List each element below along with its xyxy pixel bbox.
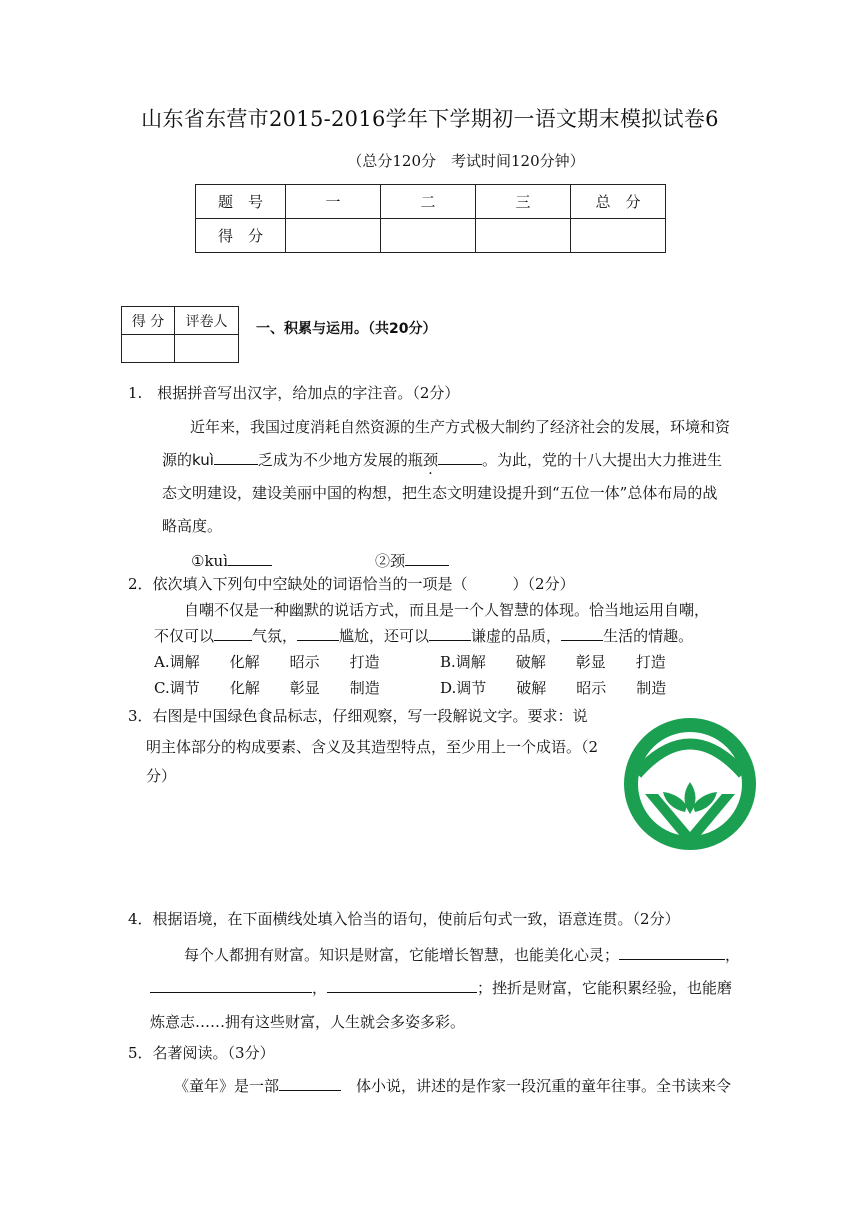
q2-blank-3[interactable] (429, 625, 471, 641)
q3-line: 分） (146, 767, 177, 785)
green-food-logo-icon (623, 708, 757, 860)
q4-line-with-blanks (150, 977, 732, 998)
q3-line: 3．右图是中国绿色食品标志，仔细观察，写一段解说文字。要求：说 (128, 707, 588, 725)
q4-text: ， (312, 979, 328, 997)
q1-text: 。为此，党的十八大提出大力推进生 (481, 451, 722, 469)
q2-text: 尴尬，还可以 (339, 627, 430, 645)
q2-text: 不仅可以 (154, 627, 215, 645)
q1-blank-2[interactable] (438, 449, 482, 465)
q4-blank-2[interactable] (150, 977, 312, 993)
answer-label: ①kuì (191, 552, 228, 570)
q1-blank-1[interactable] (214, 449, 258, 465)
q4-line: 炼意志……拥有这些财富，人生就会多姿多彩。 (150, 1013, 466, 1031)
q1-answer-1 (191, 550, 272, 570)
grader-score-label: 得 分 (122, 307, 175, 335)
q2-option-b[interactable]: B.调解 破解 彰显 打造 (440, 653, 666, 671)
answer-label: ②颈 (375, 552, 406, 570)
q5-text: 体小说，讲述的是作家一段沉重的童年往事。全书读来令 (341, 1077, 732, 1095)
q1-line: 略高度。 (162, 517, 223, 535)
score-cell[interactable] (381, 219, 476, 253)
score-header-cell: 题 号 (196, 185, 286, 219)
pinyin: kuì (192, 451, 214, 469)
q4-text: ， (725, 946, 741, 964)
q4-blank-1[interactable] (619, 944, 725, 960)
q2-text: 气氛， (252, 627, 298, 645)
score-header-cell: 一 (286, 185, 381, 219)
exam-title: 山东省东营市2015-2016学年下学期初一语文期末模拟试卷6 (141, 107, 719, 131)
q1-answer-blank[interactable] (405, 550, 449, 566)
q2-stem: 2．依次填入下列句中空缺处的词语恰当的一项是（ ）（2分） (128, 575, 575, 593)
grader-name-cell[interactable] (175, 335, 239, 363)
q5-stem: 5．名著阅读。（3分） (128, 1044, 275, 1062)
score-header-cell: 总 分 (571, 185, 666, 219)
q2-text: 生活的情趣。 (603, 627, 694, 645)
score-cell[interactable] (286, 219, 381, 253)
grader-table (121, 306, 239, 363)
score-cell[interactable] (571, 219, 666, 253)
exam-subtitle: （总分120分 考试时间120分钟） (347, 152, 585, 170)
q5-blank-1[interactable] (279, 1075, 341, 1091)
q1-answer-2 (375, 550, 449, 571)
score-table-score-row (196, 219, 666, 253)
q1-stem: 1. 根据拼音写出汉字，给加点的字注音。（2分） (128, 384, 460, 402)
section-one-heading: 一、积累与运用。（共20分） (256, 321, 437, 337)
q4-line-with-blanks (184, 944, 740, 965)
score-header-cell: 二 (381, 185, 476, 219)
q4-blank-3[interactable] (327, 977, 477, 993)
q2-line: 自嘲不仅是一种幽默的说话方式，而且是一个人智慧的体现。恰当地运用自嘲， (184, 601, 710, 619)
q1-text: 乏成为不少地方发展的瓶 (257, 451, 423, 469)
score-table (195, 184, 666, 253)
score-row-label: 得 分 (196, 219, 286, 253)
q2-blank-4[interactable] (561, 625, 603, 641)
q4-text: ；挫折是财富，它能积累经验，也能磨 (477, 979, 733, 997)
q2-text: 谦虚的品质， (471, 627, 562, 645)
q2-blank-1[interactable] (214, 625, 252, 641)
q5-line-with-blank (174, 1075, 731, 1096)
q4-stem: 4．根据语境，在下面横线处填入恰当的语句，使前后句式一致，语意连贯。（2分） (128, 910, 680, 928)
dotted-char: 颈 (422, 451, 438, 469)
q2-option-d[interactable]: D.调节 破解 昭示 制造 (440, 679, 667, 697)
score-header-cell: 三 (476, 185, 571, 219)
q1-answer-blank[interactable] (228, 550, 272, 566)
score-cell[interactable] (476, 219, 571, 253)
q1-line-with-blanks (162, 449, 722, 470)
q3-line: 明主体部分的构成要素、含义及其造型特点，至少用上一个成语。（2 (146, 738, 599, 756)
score-table-header-row (196, 185, 666, 219)
q1-line: 近年来，我国过度消耗自然资源的生产方式极大制约了经济社会的发展，环境和资 (190, 418, 731, 436)
grader-name-label: 评卷人 (175, 307, 239, 335)
q2-option-c[interactable]: C.调节 化解 彰显 制造 (154, 679, 380, 697)
q1-line: 态文明建设，建设美丽中国的构想，把生态文明建设提升到“五位一体”总体布局的战 (162, 484, 718, 502)
q5-text: 《童年》是一部 (174, 1077, 280, 1095)
q2-option-a[interactable]: A.调解 化解 昭示 打造 (154, 653, 380, 671)
grader-score-cell[interactable] (122, 335, 175, 363)
q2-blank-2[interactable] (297, 625, 339, 641)
q1-text: 源的 (162, 451, 193, 469)
q2-line-with-blanks (154, 625, 693, 646)
q4-text: 每个人都拥有财富。知识是财富，它能增长智慧，也能美化心灵； (184, 946, 620, 964)
